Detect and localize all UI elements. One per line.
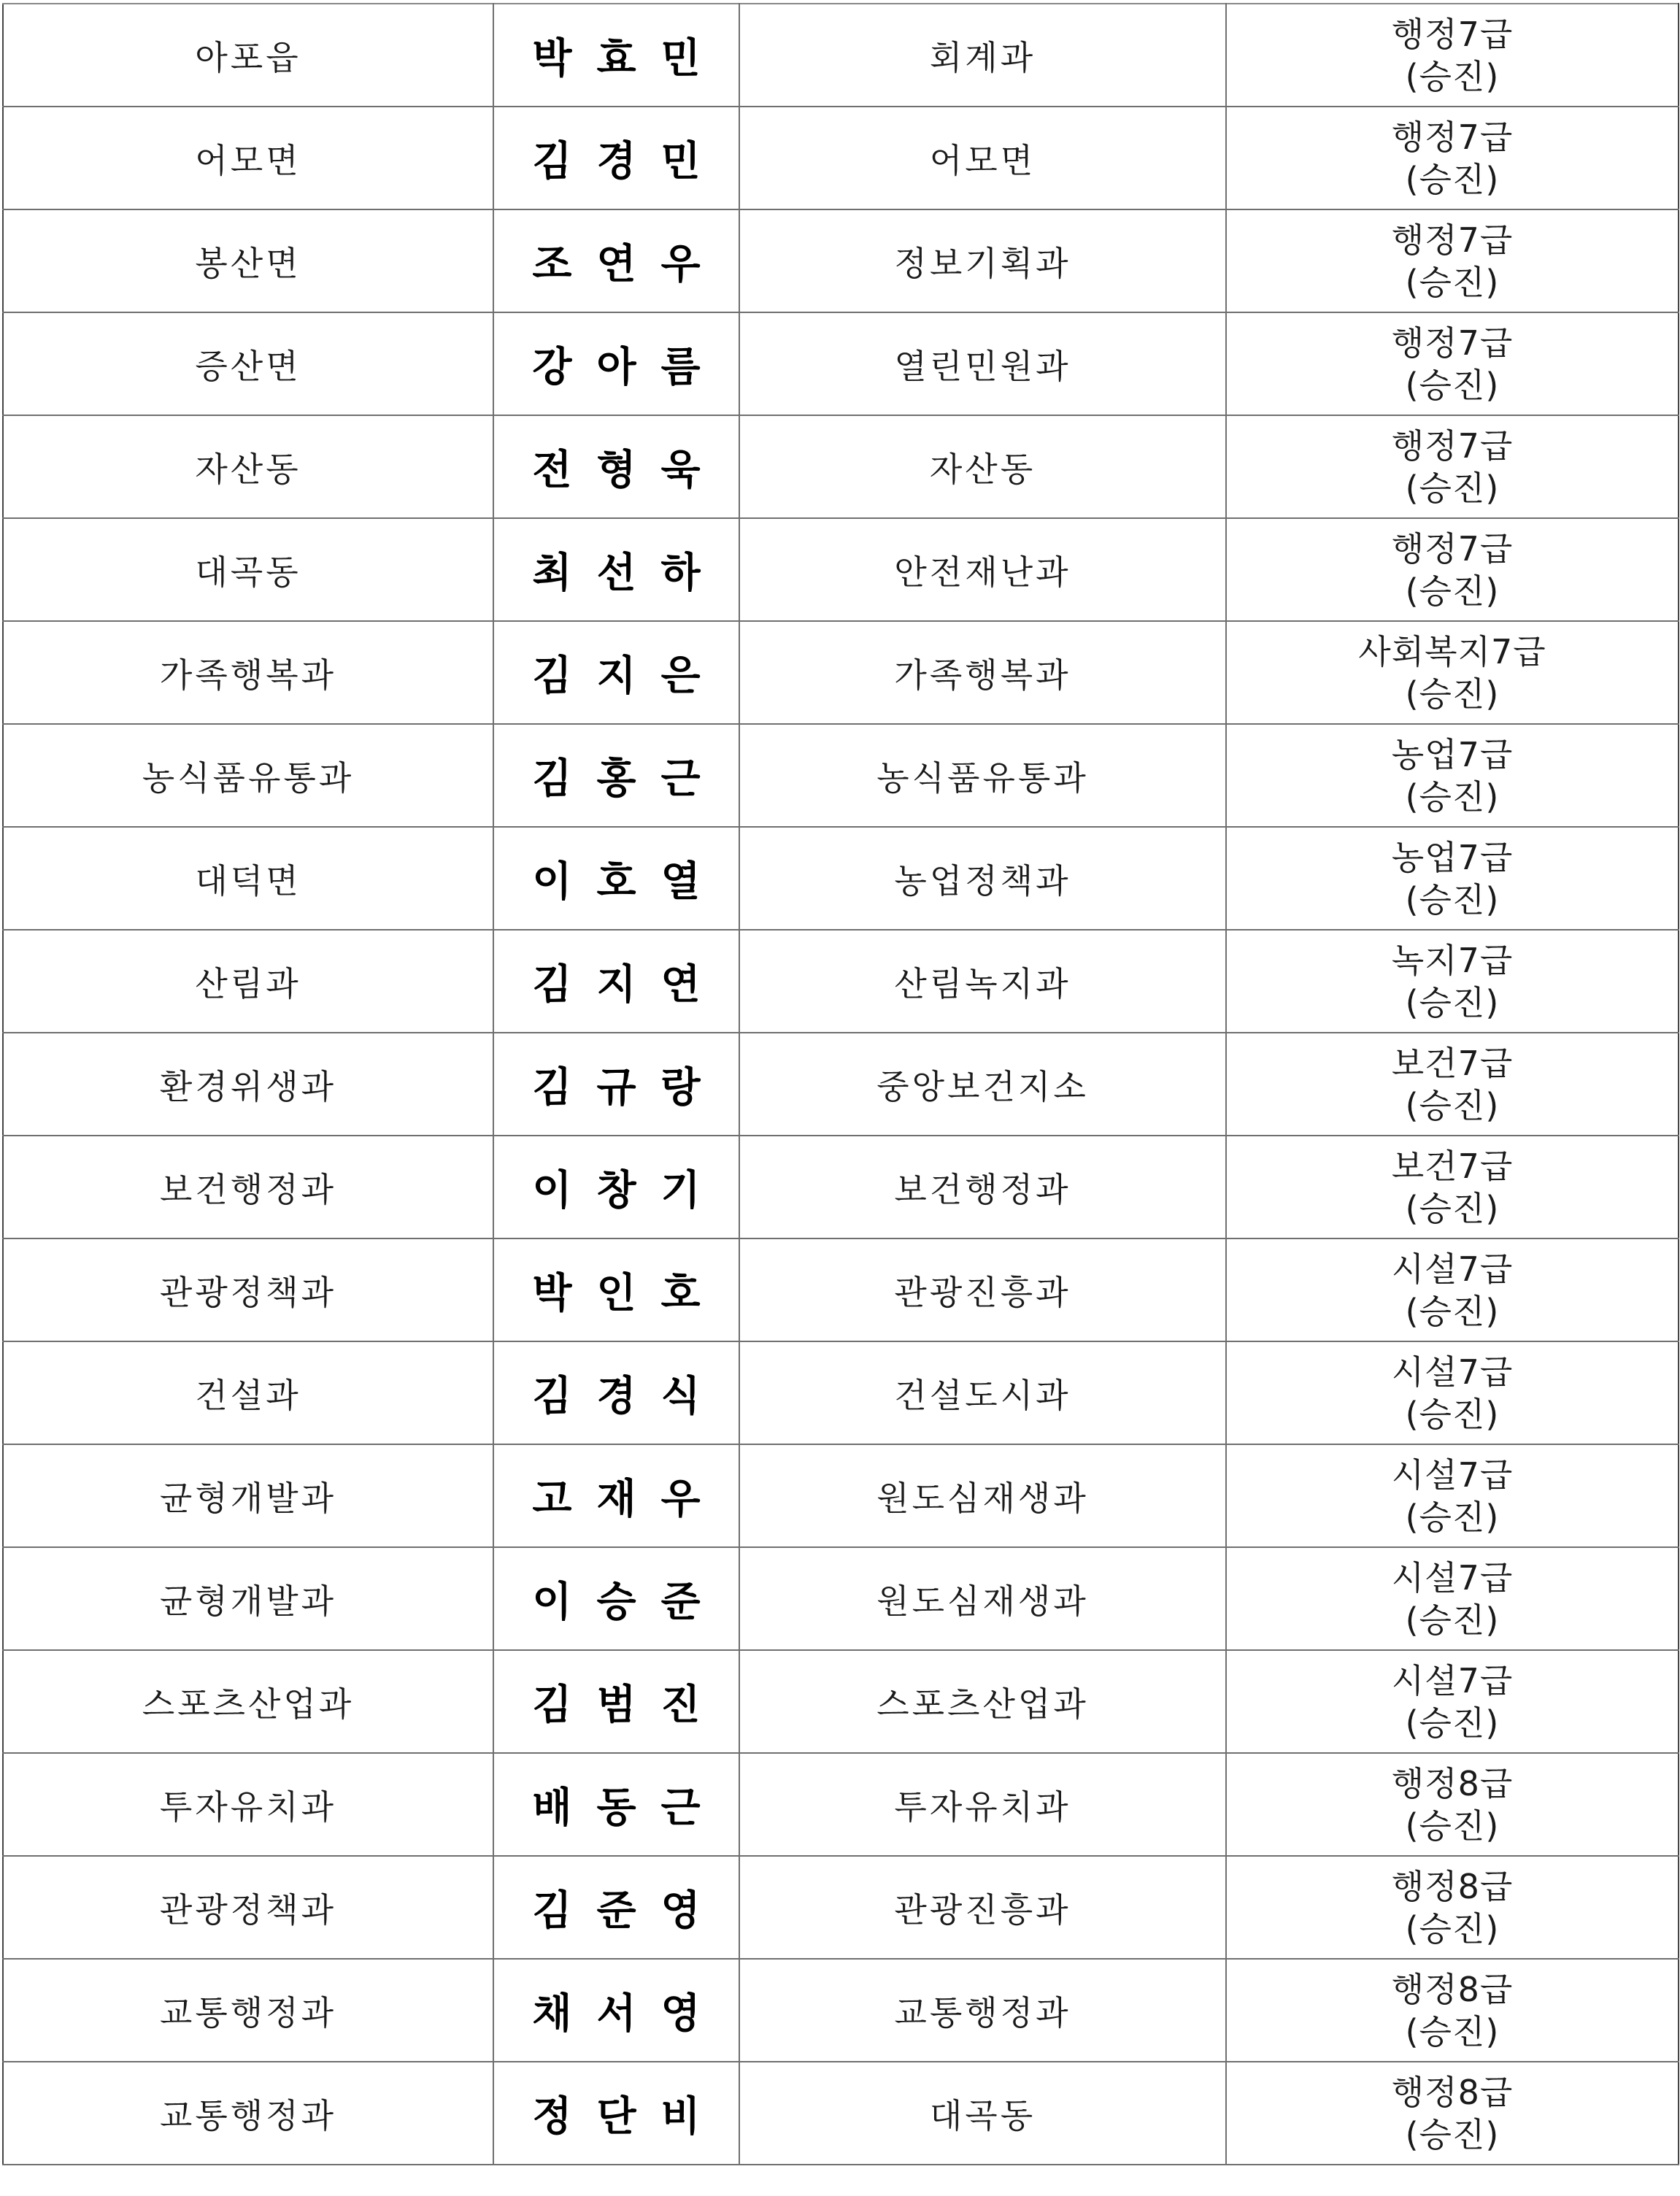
employee-name-cell: 이호열: [493, 827, 739, 930]
promotion-note: (승진): [1405, 777, 1500, 817]
promotion-note: (승진): [1405, 159, 1500, 199]
grade-cell: [1226, 518, 1679, 621]
promotion-note: (승진): [1405, 468, 1500, 508]
current-department-cell: 대덕면: [3, 827, 493, 930]
grade-text: 행정8급: [1391, 1969, 1514, 2009]
grade-cell: [1226, 1341, 1679, 1444]
table-row: [3, 827, 1679, 930]
grade-text: 시설7급: [1391, 1249, 1514, 1289]
new-department-cell: 농식품유통과: [739, 724, 1226, 827]
current-department-cell: 보건행정과: [3, 1136, 493, 1238]
new-department-cell: 자산동: [739, 415, 1226, 518]
promotion-note: (승진): [1405, 56, 1500, 96]
grade-text: 행정8급: [1391, 2072, 1514, 2112]
promotion-note: (승진): [1405, 674, 1500, 714]
grade-text: 농업7급: [1391, 734, 1514, 774]
grade-text: 행정7급: [1391, 528, 1514, 569]
table-row: [3, 1650, 1679, 1753]
new-department-cell: 투자유치과: [739, 1753, 1226, 1856]
table-row: [3, 930, 1679, 1033]
promotion-note: (승진): [1405, 1806, 1500, 1846]
employee-name-cell: 박인호: [493, 1238, 739, 1341]
promotion-note: (승진): [1405, 1908, 1500, 1949]
current-department-cell: 가족행복과: [3, 621, 493, 724]
current-department-cell: 균형개발과: [3, 1547, 493, 1650]
grade-cell: [1226, 1238, 1679, 1341]
current-department-cell: 산림과: [3, 930, 493, 1033]
employee-name-cell: 김범진: [493, 1650, 739, 1753]
current-department-cell: 아포읍: [3, 4, 493, 107]
grade-text: 행정8급: [1391, 1866, 1514, 1906]
table-row: [3, 518, 1679, 621]
promotion-note: (승진): [1405, 262, 1500, 302]
table-row: [3, 724, 1679, 827]
current-department-cell: 건설과: [3, 1341, 493, 1444]
new-department-cell: 원도심재생과: [739, 1547, 1226, 1650]
grade-text: 시설7급: [1391, 1455, 1514, 1495]
grade-text: 행정7급: [1391, 425, 1514, 466]
grade-cell: [1226, 4, 1679, 107]
employee-name-cell: 조연우: [493, 209, 739, 312]
new-department-cell: 어모면: [739, 107, 1226, 209]
grade-cell: [1226, 1959, 1679, 2062]
new-department-cell: 건설도시과: [739, 1341, 1226, 1444]
employee-name-cell: 김경민: [493, 107, 739, 209]
employee-name-cell: 박효민: [493, 4, 739, 107]
current-department-cell: 농식품유통과: [3, 724, 493, 827]
table-row: [3, 1444, 1679, 1547]
table-row: [3, 4, 1679, 107]
current-department-cell: 투자유치과: [3, 1753, 493, 1856]
promotion-note: (승진): [1405, 1085, 1500, 1125]
new-department-cell: 농업정책과: [739, 827, 1226, 930]
grade-cell: [1226, 1547, 1679, 1650]
employee-name-cell: 김경식: [493, 1341, 739, 1444]
new-department-cell: 가족행복과: [739, 621, 1226, 724]
grade-text: 보건7급: [1391, 1146, 1514, 1186]
table-row: [3, 209, 1679, 312]
grade-cell: [1226, 1136, 1679, 1238]
new-department-cell: 관광진흥과: [739, 1856, 1226, 1959]
current-department-cell: 어모면: [3, 107, 493, 209]
promotion-note: (승진): [1405, 365, 1500, 405]
table-row: [3, 621, 1679, 724]
grade-cell: [1226, 209, 1679, 312]
promotion-note: (승진): [1405, 1394, 1500, 1434]
grade-cell: [1226, 1650, 1679, 1753]
table-row: [3, 1959, 1679, 2062]
grade-cell: [1226, 312, 1679, 415]
new-department-cell: 중앙보건지소: [739, 1033, 1226, 1136]
personnel-table: [2, 3, 1679, 2165]
new-department-cell: 보건행정과: [739, 1136, 1226, 1238]
current-department-cell: 스포츠산업과: [3, 1650, 493, 1753]
grade-text: 행정8급: [1391, 1763, 1514, 1803]
employee-name-cell: 전형욱: [493, 415, 739, 518]
grade-cell: [1226, 415, 1679, 518]
employee-name-cell: 김지은: [493, 621, 739, 724]
new-department-cell: 정보기획과: [739, 209, 1226, 312]
new-department-cell: 산림녹지과: [739, 930, 1226, 1033]
employee-name-cell: 김지연: [493, 930, 739, 1033]
current-department-cell: 환경위생과: [3, 1033, 493, 1136]
current-department-cell: 자산동: [3, 415, 493, 518]
promotion-note: (승진): [1405, 1600, 1500, 1640]
grade-text: 행정7급: [1391, 220, 1514, 260]
employee-name-cell: 배동근: [493, 1753, 739, 1856]
grade-text: 행정7급: [1391, 117, 1514, 157]
employee-name-cell: 김규랑: [493, 1033, 739, 1136]
new-department-cell: 대곡동: [739, 2062, 1226, 2165]
grade-text: 행정7급: [1391, 14, 1514, 54]
promotion-note: (승진): [1405, 1291, 1500, 1331]
grade-text: 행정7급: [1391, 323, 1514, 363]
new-department-cell: 안전재난과: [739, 518, 1226, 621]
table-row: [3, 1136, 1679, 1238]
table-row: [3, 1033, 1679, 1136]
grade-text: 시설7급: [1391, 1352, 1514, 1392]
grade-cell: [1226, 1753, 1679, 1856]
grade-text: 보건7급: [1391, 1043, 1514, 1083]
grade-cell: [1226, 1856, 1679, 1959]
grade-cell: [1226, 621, 1679, 724]
new-department-cell: 관광진흥과: [739, 1238, 1226, 1341]
grade-cell: [1226, 1033, 1679, 1136]
current-department-cell: 교통행정과: [3, 1959, 493, 2062]
employee-name-cell: 김홍근: [493, 724, 739, 827]
current-department-cell: 균형개발과: [3, 1444, 493, 1547]
new-department-cell: 원도심재생과: [739, 1444, 1226, 1547]
table-row: [3, 312, 1679, 415]
grade-text: 농업7급: [1391, 837, 1514, 877]
table-row: [3, 1753, 1679, 1856]
current-department-cell: 관광정책과: [3, 1856, 493, 1959]
promotion-note: (승진): [1405, 879, 1500, 920]
table-row: [3, 415, 1679, 518]
table-row: [3, 2062, 1679, 2165]
new-department-cell: 스포츠산업과: [739, 1650, 1226, 1753]
current-department-cell: 관광정책과: [3, 1238, 493, 1341]
employee-name-cell: 김준영: [493, 1856, 739, 1959]
current-department-cell: 봉산면: [3, 209, 493, 312]
grade-text: 사회복지7급: [1358, 631, 1546, 671]
current-department-cell: 교통행정과: [3, 2062, 493, 2165]
grade-text: 시설7급: [1391, 1557, 1514, 1598]
promotion-note: (승진): [1405, 2114, 1500, 2154]
promotion-note: (승진): [1405, 2011, 1500, 2051]
new-department-cell: 열린민원과: [739, 312, 1226, 415]
promotion-note: (승진): [1405, 571, 1500, 611]
table-row: [3, 107, 1679, 209]
grade-cell: [1226, 930, 1679, 1033]
grade-cell: [1226, 2062, 1679, 2165]
employee-name-cell: 정단비: [493, 2062, 739, 2165]
table-row: [3, 1341, 1679, 1444]
employee-name-cell: 이창기: [493, 1136, 739, 1238]
table-row: [3, 1547, 1679, 1650]
grade-cell: [1226, 107, 1679, 209]
current-department-cell: 대곡동: [3, 518, 493, 621]
employee-name-cell: 고재우: [493, 1444, 739, 1547]
promotion-note: (승진): [1405, 982, 1500, 1022]
grade-cell: [1226, 1444, 1679, 1547]
grade-text: 녹지7급: [1391, 940, 1514, 980]
grade-text: 시설7급: [1391, 1660, 1514, 1700]
employee-name-cell: 채서영: [493, 1959, 739, 2062]
employee-name-cell: 최선하: [493, 518, 739, 621]
new-department-cell: 회계과: [739, 4, 1226, 107]
personnel-table-body: [3, 4, 1679, 2165]
promotion-note: (승진): [1405, 1188, 1500, 1228]
grade-cell: [1226, 724, 1679, 827]
employee-name-cell: 이승준: [493, 1547, 739, 1650]
employee-name-cell: 강아름: [493, 312, 739, 415]
table-row: [3, 1856, 1679, 1959]
current-department-cell: 증산면: [3, 312, 493, 415]
promotion-note: (승진): [1405, 1703, 1500, 1743]
grade-cell: [1226, 827, 1679, 930]
table-row: [3, 1238, 1679, 1341]
promotion-note: (승진): [1405, 1497, 1500, 1537]
new-department-cell: 교통행정과: [739, 1959, 1226, 2062]
